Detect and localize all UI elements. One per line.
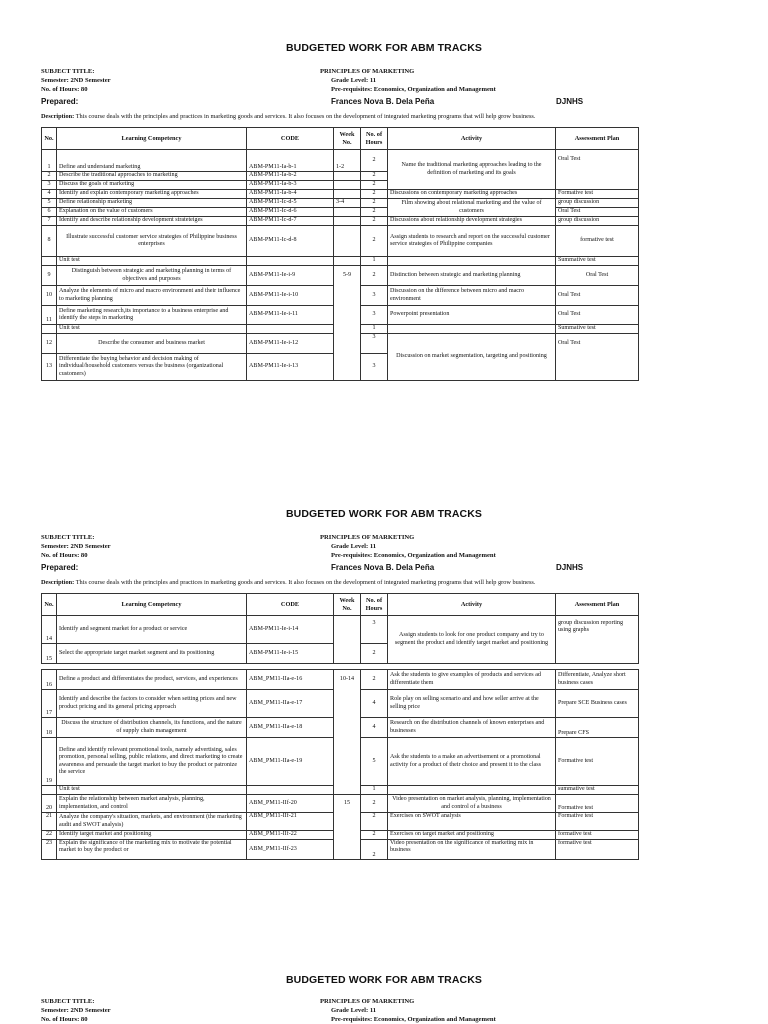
table-row [42,795,639,813]
row-no: 15 [42,644,57,664]
table-row [42,616,639,644]
row-code: ABM-PM11-Ic-d-6 [247,208,334,217]
row-assessment: Formative test [556,795,639,813]
grade-level: Grade Level: 11 [331,1007,377,1014]
page-title: BUDGETED WORK FOR ABM TRACKS [285,42,483,54]
row-code: ABM_PM11-IIa-e-16 [247,670,334,690]
row-code: ABM-PM11-Ic-d-8 [247,226,334,257]
table-row [42,840,639,860]
row-activity: Discussion on the difference between micro and macro environment [388,286,556,306]
table-row [42,217,639,226]
row-no: 11 [42,306,57,325]
row-hours: 5 [361,738,388,786]
row-assessment: Formative test [556,190,639,199]
school-name: DJNHS [556,97,584,106]
hours-total: No. of Hours: 80 [41,1016,88,1023]
row-no: 23 [42,840,57,860]
row-week [334,334,361,354]
hours-total: No. of Hours: 80 [41,552,88,559]
prepared-label: Prepared: [41,563,79,572]
row-week [334,840,361,860]
row-activity [388,786,556,795]
row-week: 3-4 [334,199,361,208]
row-week [334,208,361,217]
row-week [334,690,361,718]
row-code: ABM_PM11-IIa-e-19 [247,738,334,786]
row-assessment: group discussion [556,217,639,226]
row-assessment: Summative test [556,257,639,266]
row-hours: 1 [361,786,388,795]
table-row [42,670,639,690]
row-week: 15 [334,795,361,813]
row-no: 21 [42,813,57,831]
row-hours: 2 [361,181,388,190]
table-row [42,286,639,306]
row-week [334,718,361,738]
row-competency: Illustrate successful customer service strategies of Philippine business enterprises [57,226,247,257]
header-code: CODE [247,594,334,616]
table-row [42,190,639,199]
row-week [334,181,361,190]
row-hours: 4 [361,718,388,738]
row-activity: Assign students to research and report on the successful customer service strategies of Philippine companies [388,226,556,257]
row-competency: Unit test [57,786,247,795]
table-row [42,690,639,718]
subject-name: PRINCIPLES OF MARKETING [320,534,415,541]
table-row [42,266,639,286]
row-code: ABM-PM11-Ia-b-3 [247,181,334,190]
row-no: 19 [42,738,57,786]
row-hours: 2 [361,226,388,257]
row-assessment: Formative test [556,813,639,831]
row-no: 22 [42,831,57,840]
prerequisites: Pre-requisites: Economics, Organization and Management [331,86,496,93]
header-hours: No. of Hours [361,128,388,150]
header-assessment: Assessment Plan [556,128,639,150]
row-no: 12 [42,334,57,354]
description [41,579,535,586]
row-hours: 1 [361,325,388,334]
table-row [42,325,639,334]
competency-table [41,127,639,381]
row-assessment: Oral Test [556,266,639,286]
row-week [334,831,361,840]
row-week [334,325,361,334]
table-row [42,831,639,840]
row-assessment: formative test [556,226,639,257]
row-no: 20 [42,795,57,813]
row-activity: Discussions on contemporary marketing approaches [388,190,556,199]
row-assessment: Prepare SCE Business cases [556,690,639,718]
row-week [334,226,361,257]
semester: Semester: 2ND Semester [41,77,111,84]
row-competency: Define and understand marketing [57,150,247,172]
row-code: ABM-PM11-Ie-i-14 [247,616,334,644]
row-competency: Analyze the company's situation, markets, and environment (the marketing audit and SWOT analysis) [57,813,247,831]
row-activity: Powerpoint presentation [388,306,556,325]
description [41,113,535,120]
row-code: ABM-PM11-Ie-i-13 [247,354,334,381]
row-competency: Explain the significance of the marketing mix to motivate the potential market to buy the product or [57,840,247,860]
row-competency: Analyze the elements of micro and macro environment and their influence to marketing planning [57,286,247,306]
row-week: 1-2 [334,150,361,172]
description-label: Description: [41,579,75,586]
row-activity: Name the traditional marketing approaches leading to the definition of marketing and its goals [388,150,556,190]
row-code: ABM-PM11-Ia-b-1 [247,150,334,172]
row-activity [388,257,556,266]
header-assessment: Assessment Plan [556,594,639,616]
row-no: 18 [42,718,57,738]
row-competency: Explain the relationship between market analysis, planning, implementation, and control [57,795,247,813]
row-hours: 2 [361,670,388,690]
row-code: ABM-PM11-Ie-i-15 [247,644,334,664]
row-competency: Discuss the goals of marketing [57,181,247,190]
row-assessment: Oral Test [556,286,639,306]
school-name: DJNHS [556,563,584,572]
row-activity: Exercises on target market and positioning [388,831,556,840]
row-activity: Discussions about relationship development strategies [388,217,556,226]
row-hours: 2 [361,644,388,664]
row-code: ABM_PM11-IIf-23 [247,840,334,860]
row-hours: 2 [361,813,388,831]
description-text: This course deals with the principles and practices in marketing goods and services. It also focuses on the development of integrated marketing programs that will help grow business. [74,113,536,120]
preparer-name: Frances Nova B. Dela Peña [331,563,435,572]
prerequisites: Pre-requisites: Economics, Organization and Management [331,552,496,559]
row-week [334,616,361,664]
row-week [334,786,361,795]
row-week [334,257,361,266]
row-code [247,786,334,795]
row-competency: Define marketing research,its importance to a business enterprise and identify the steps in marketing [57,306,247,325]
page-title: BUDGETED WORK FOR ABM TRACKS [285,974,483,986]
row-activity: Video presentation on the significance of marketing mix in business [388,840,556,860]
row-no: 2 [42,172,57,181]
table-row [42,226,639,257]
preparer-name: Frances Nova B. Dela Peña [331,97,435,106]
row-competency: Identify and explain contemporary marketing approaches [57,190,247,199]
row-week [334,286,361,306]
row-hours: 3 [361,354,388,381]
row-no: 6 [42,208,57,217]
row-activity: Video presentation on market analysis, planning, implementation and control of a business [388,795,556,813]
header-no: No. [42,594,57,616]
row-activity: Discussion on market segmentation, targeting and positioning [388,334,556,381]
row-week [334,738,361,786]
row-no: 7 [42,217,57,226]
row-competency: Identify and segment market for a product or service [57,616,247,644]
grade-level: Grade Level: 11 [331,543,377,550]
header-week: Week No. [334,594,361,616]
table-row [42,257,639,266]
row-code: ABM-PM11-Ie-i-11 [247,306,334,325]
header-code: CODE [247,128,334,150]
row-week [334,190,361,199]
row-hours: 2 [361,150,388,172]
row-competency: Unit test [57,257,247,266]
row-activity: Ask the students to give examples of products and services ad differentiate them [388,670,556,690]
row-hours: 2 [361,795,388,813]
row-code [247,325,334,334]
row-no [42,325,57,334]
row-no: 4 [42,190,57,199]
row-week: 10-14 [334,670,361,690]
subject-name: PRINCIPLES OF MARKETING [320,998,415,1005]
row-no: 14 [42,616,57,644]
row-activity [388,325,556,334]
competency-table [41,593,639,860]
row-competency: Identify and describe relationship development strateteiges [57,217,247,226]
row-activity: Ask the students to a make an advertisement or a promotional activity for a product of their choice and present it to the class [388,738,556,786]
header-activity: Activity [388,128,556,150]
row-competency: Differentiate the buying behavior and decision making of individual/household customers versus the business (organizational customers) [57,354,247,381]
row-activity: Film showing about relational marketing and the value of customers [388,199,556,217]
row-competency: Define a product and differentiates the product, services, and experiences [57,670,247,690]
page-title: BUDGETED WORK FOR ABM TRACKS [285,508,483,520]
row-code: ABM-PM11-Ie-i-10 [247,286,334,306]
row-hours: 2 [361,217,388,226]
row-competency: Distinguish between strategic and marketing planning in terms of objectives and purposes [57,266,247,286]
description-text: This course deals with the principles and practices in marketing goods and services. It also focuses on the development of integrated marketing programs that will help grow business. [74,579,536,586]
row-competency: Unit test [57,325,247,334]
row-competency: Explanation on the value of customers [57,208,247,217]
row-hours: 1 [361,257,388,266]
row-no: 17 [42,690,57,718]
row-competency: Discuss the structure of distribution channels, its functions, and the nature of supply chain management [57,718,247,738]
table-row [42,738,639,786]
row-hours: 2 [361,208,388,217]
row-week [334,306,361,325]
prepared-label: Prepared: [41,97,79,106]
row-no: 3 [42,181,57,190]
row-assessment: Oral Test [556,150,639,190]
row-assessment: Oral Test [556,306,639,325]
semester: Semester: 2ND Semester [41,1007,111,1014]
row-no: 16 [42,670,57,690]
row-activity: Research on the distribution channels of known enterprises and businesses [388,718,556,738]
row-week [334,813,361,831]
row-no [42,786,57,795]
row-hours: 4 [361,690,388,718]
semester: Semester: 2ND Semester [41,543,111,550]
grade-level: Grade Level: 11 [331,77,377,84]
row-activity: Role play on selling scenario and and how seller arrive at the selling price [388,690,556,718]
row-assessment: formative test [556,831,639,840]
row-activity: Exercises on SWOT analysis [388,813,556,831]
table-row [42,150,639,172]
table-row [42,199,639,208]
row-code [247,257,334,266]
header-competency: Learning Competency [57,594,247,616]
row-code: ABM-PM11-Ie-i-9 [247,266,334,286]
table-row [42,306,639,325]
row-hours: 2 [361,266,388,286]
row-no: 1 [42,150,57,172]
row-hours: 2 [361,840,388,860]
row-hours: 2 [361,190,388,199]
row-activity: Distinction between strategic and marketing planning [388,266,556,286]
row-week [334,172,361,181]
row-hours: 3 [361,334,388,354]
subject-name: PRINCIPLES OF MARKETING [320,68,415,75]
row-code: ABM-PM11-Ia-b-4 [247,190,334,199]
row-competency: Define relationship marketing [57,199,247,208]
description-label: Description: [41,113,75,120]
row-code: ABM_PM11-IIf-22 [247,831,334,840]
row-code: ABM-PM11-Ie-i-12 [247,334,334,354]
row-code: ABM-PM11-Ic-d-7 [247,217,334,226]
row-no: 9 [42,266,57,286]
table-header-row [42,128,639,150]
row-week [334,354,361,381]
row-assessment: formative test [556,840,639,860]
row-hours: 3 [361,286,388,306]
row-code: ABM_PM11-IIa-e-18 [247,718,334,738]
row-competency: Define and identify relevant promotional tools, namely advertising, sales promotion, personal selling, public relations, and direct marketing to create awareness and persuade the target market to buy the product or patronize the service [57,738,247,786]
row-assessment: summative test [556,786,639,795]
row-assessment: Oral Test [556,334,639,381]
table-row [42,718,639,738]
prerequisites: Pre-requisites: Economics, Organization and Management [331,1016,496,1023]
table-row [42,334,639,354]
row-assessment: group discussion [556,199,639,208]
row-no: 8 [42,226,57,257]
row-no [42,257,57,266]
subject-title-label: SUBJECT TITLE: [41,998,95,1005]
row-assessment: Differentiate, Analyze short business cases [556,670,639,690]
header-no: No. [42,128,57,150]
row-assessment: Formative test [556,738,639,786]
row-hours: 3 [361,306,388,325]
header-hours: No. of Hours [361,594,388,616]
row-hours: 2 [361,172,388,181]
row-code: ABM_PM11-IIf-20 [247,795,334,813]
row-no: 13 [42,354,57,381]
row-code: ABM_PM11-IIf-21 [247,813,334,831]
row-hours: 3 [361,616,388,644]
row-competency: Describe the traditional approaches to marketing [57,172,247,181]
hours-total: No. of Hours: 80 [41,86,88,93]
row-assessment: Oral Test [556,208,639,217]
subject-title-label: SUBJECT TITLE: [41,68,95,75]
row-assessment: Summative test [556,325,639,334]
row-code: ABM-PM11-Ic-d-5 [247,199,334,208]
header-week: Week No. [334,128,361,150]
row-week: 5-9 [334,266,361,286]
row-competency: Identify and describe the factors to consider when setting prices and new product pricing and its general pricing approach [57,690,247,718]
row-competency: Identify target market and positioning [57,831,247,840]
row-hours: 2 [361,199,388,208]
header-activity: Activity [388,594,556,616]
row-no: 10 [42,286,57,306]
row-competency: Select the appropriate target market segment and its positioning [57,644,247,664]
row-competency: Describe the consumer and business market [57,334,247,354]
table-header-row [42,594,639,616]
table-row [42,786,639,795]
table-row [42,813,639,831]
row-assessment: group discussion reporting using graphs [556,616,639,664]
row-activity: Assign students to look for one product company and try to segment the product and identify target market and positioning [388,616,556,664]
row-week [334,217,361,226]
header-competency: Learning Competency [57,128,247,150]
row-no: 5 [42,199,57,208]
row-assessment: Prepare CFS [556,718,639,738]
row-code: ABM_PM11-IIa-e-17 [247,690,334,718]
row-hours: 2 [361,831,388,840]
subject-title-label: SUBJECT TITLE: [41,534,95,541]
row-code: ABM-PM11-Ia-b-2 [247,172,334,181]
